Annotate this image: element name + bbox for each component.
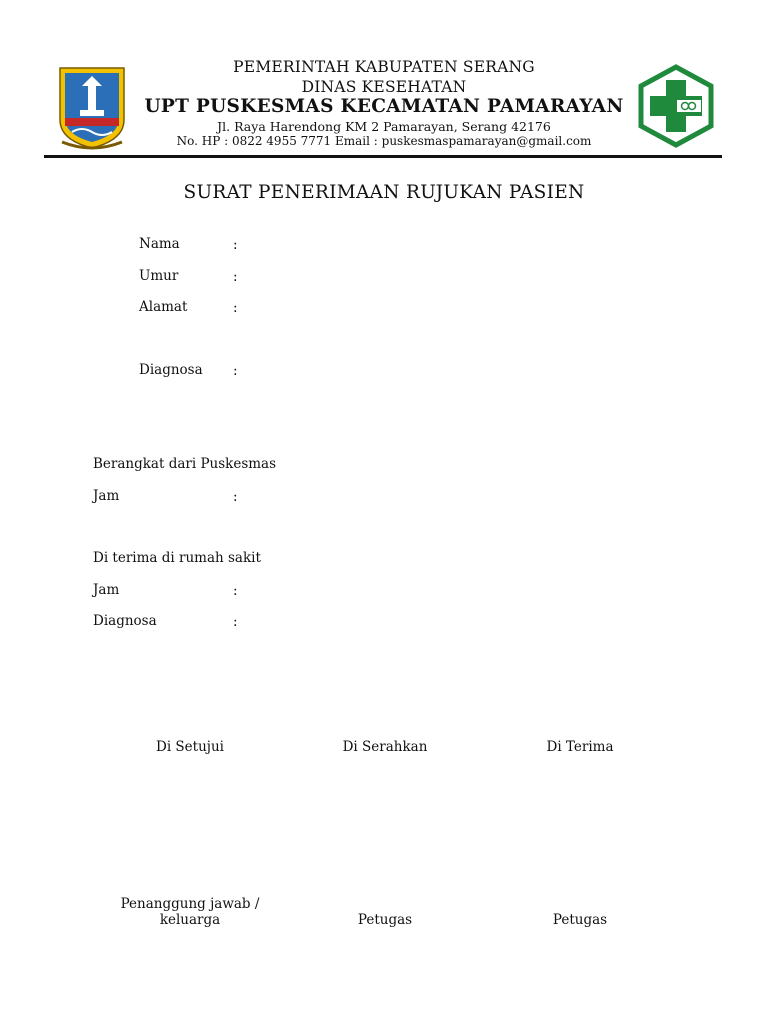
signature-guardian-line-2: keluarga xyxy=(159,912,221,928)
document-title: SURAT PENERIMAAN RUJUKAN PASIEN xyxy=(183,182,585,203)
header-address: Jl. Raya Harendong KM 2 Pamarayan, Serang 42176 xyxy=(217,119,551,134)
label-umur: Umur xyxy=(139,268,179,284)
header-contact: No. HP : 0822 4955 7771 Email : puskesmaspamarayan@gmail.com xyxy=(176,134,592,148)
colon-departure-jam: : xyxy=(233,489,238,505)
header-line-1: PEMERINTAH KABUPATEN SERANG xyxy=(233,58,535,76)
colon-received-jam: : xyxy=(233,583,238,599)
signature-received-label: Di Terima xyxy=(546,739,614,755)
signature-officer-1: Petugas xyxy=(357,912,413,928)
puskesmas-logo-icon xyxy=(637,64,715,148)
label-departure-jam: Jam xyxy=(93,488,120,504)
header-institution-name: UPT PUSKESMAS KECAMATAN PAMARAYAN xyxy=(144,96,624,117)
label-received-jam: Jam xyxy=(93,582,120,598)
header-line-2: DINAS KESEHATAN xyxy=(301,78,467,96)
signature-guardian-line-1: Penanggung jawab / xyxy=(120,896,260,912)
kabupaten-serang-emblem-icon xyxy=(52,62,132,152)
signature-approved-label: Di Setujui xyxy=(156,739,224,755)
label-alamat: Alamat xyxy=(139,299,188,315)
signature-handed-over-label: Di Serahkan xyxy=(342,739,428,755)
signature-officer-2: Petugas xyxy=(552,912,608,928)
label-received-diagnosa: Diagnosa xyxy=(93,613,157,629)
header-divider xyxy=(44,155,722,158)
colon-received-diagnosa: : xyxy=(233,614,238,630)
label-nama: Nama xyxy=(139,236,180,252)
colon-umur: : xyxy=(233,269,238,285)
colon-nama: : xyxy=(233,237,238,253)
colon-diagnosa: : xyxy=(233,363,238,379)
colon-alamat: : xyxy=(233,300,238,316)
received-heading: Di terima di rumah sakit xyxy=(93,550,261,566)
departure-heading: Berangkat dari Puskesmas xyxy=(93,456,277,472)
label-diagnosa: Diagnosa xyxy=(139,362,203,378)
